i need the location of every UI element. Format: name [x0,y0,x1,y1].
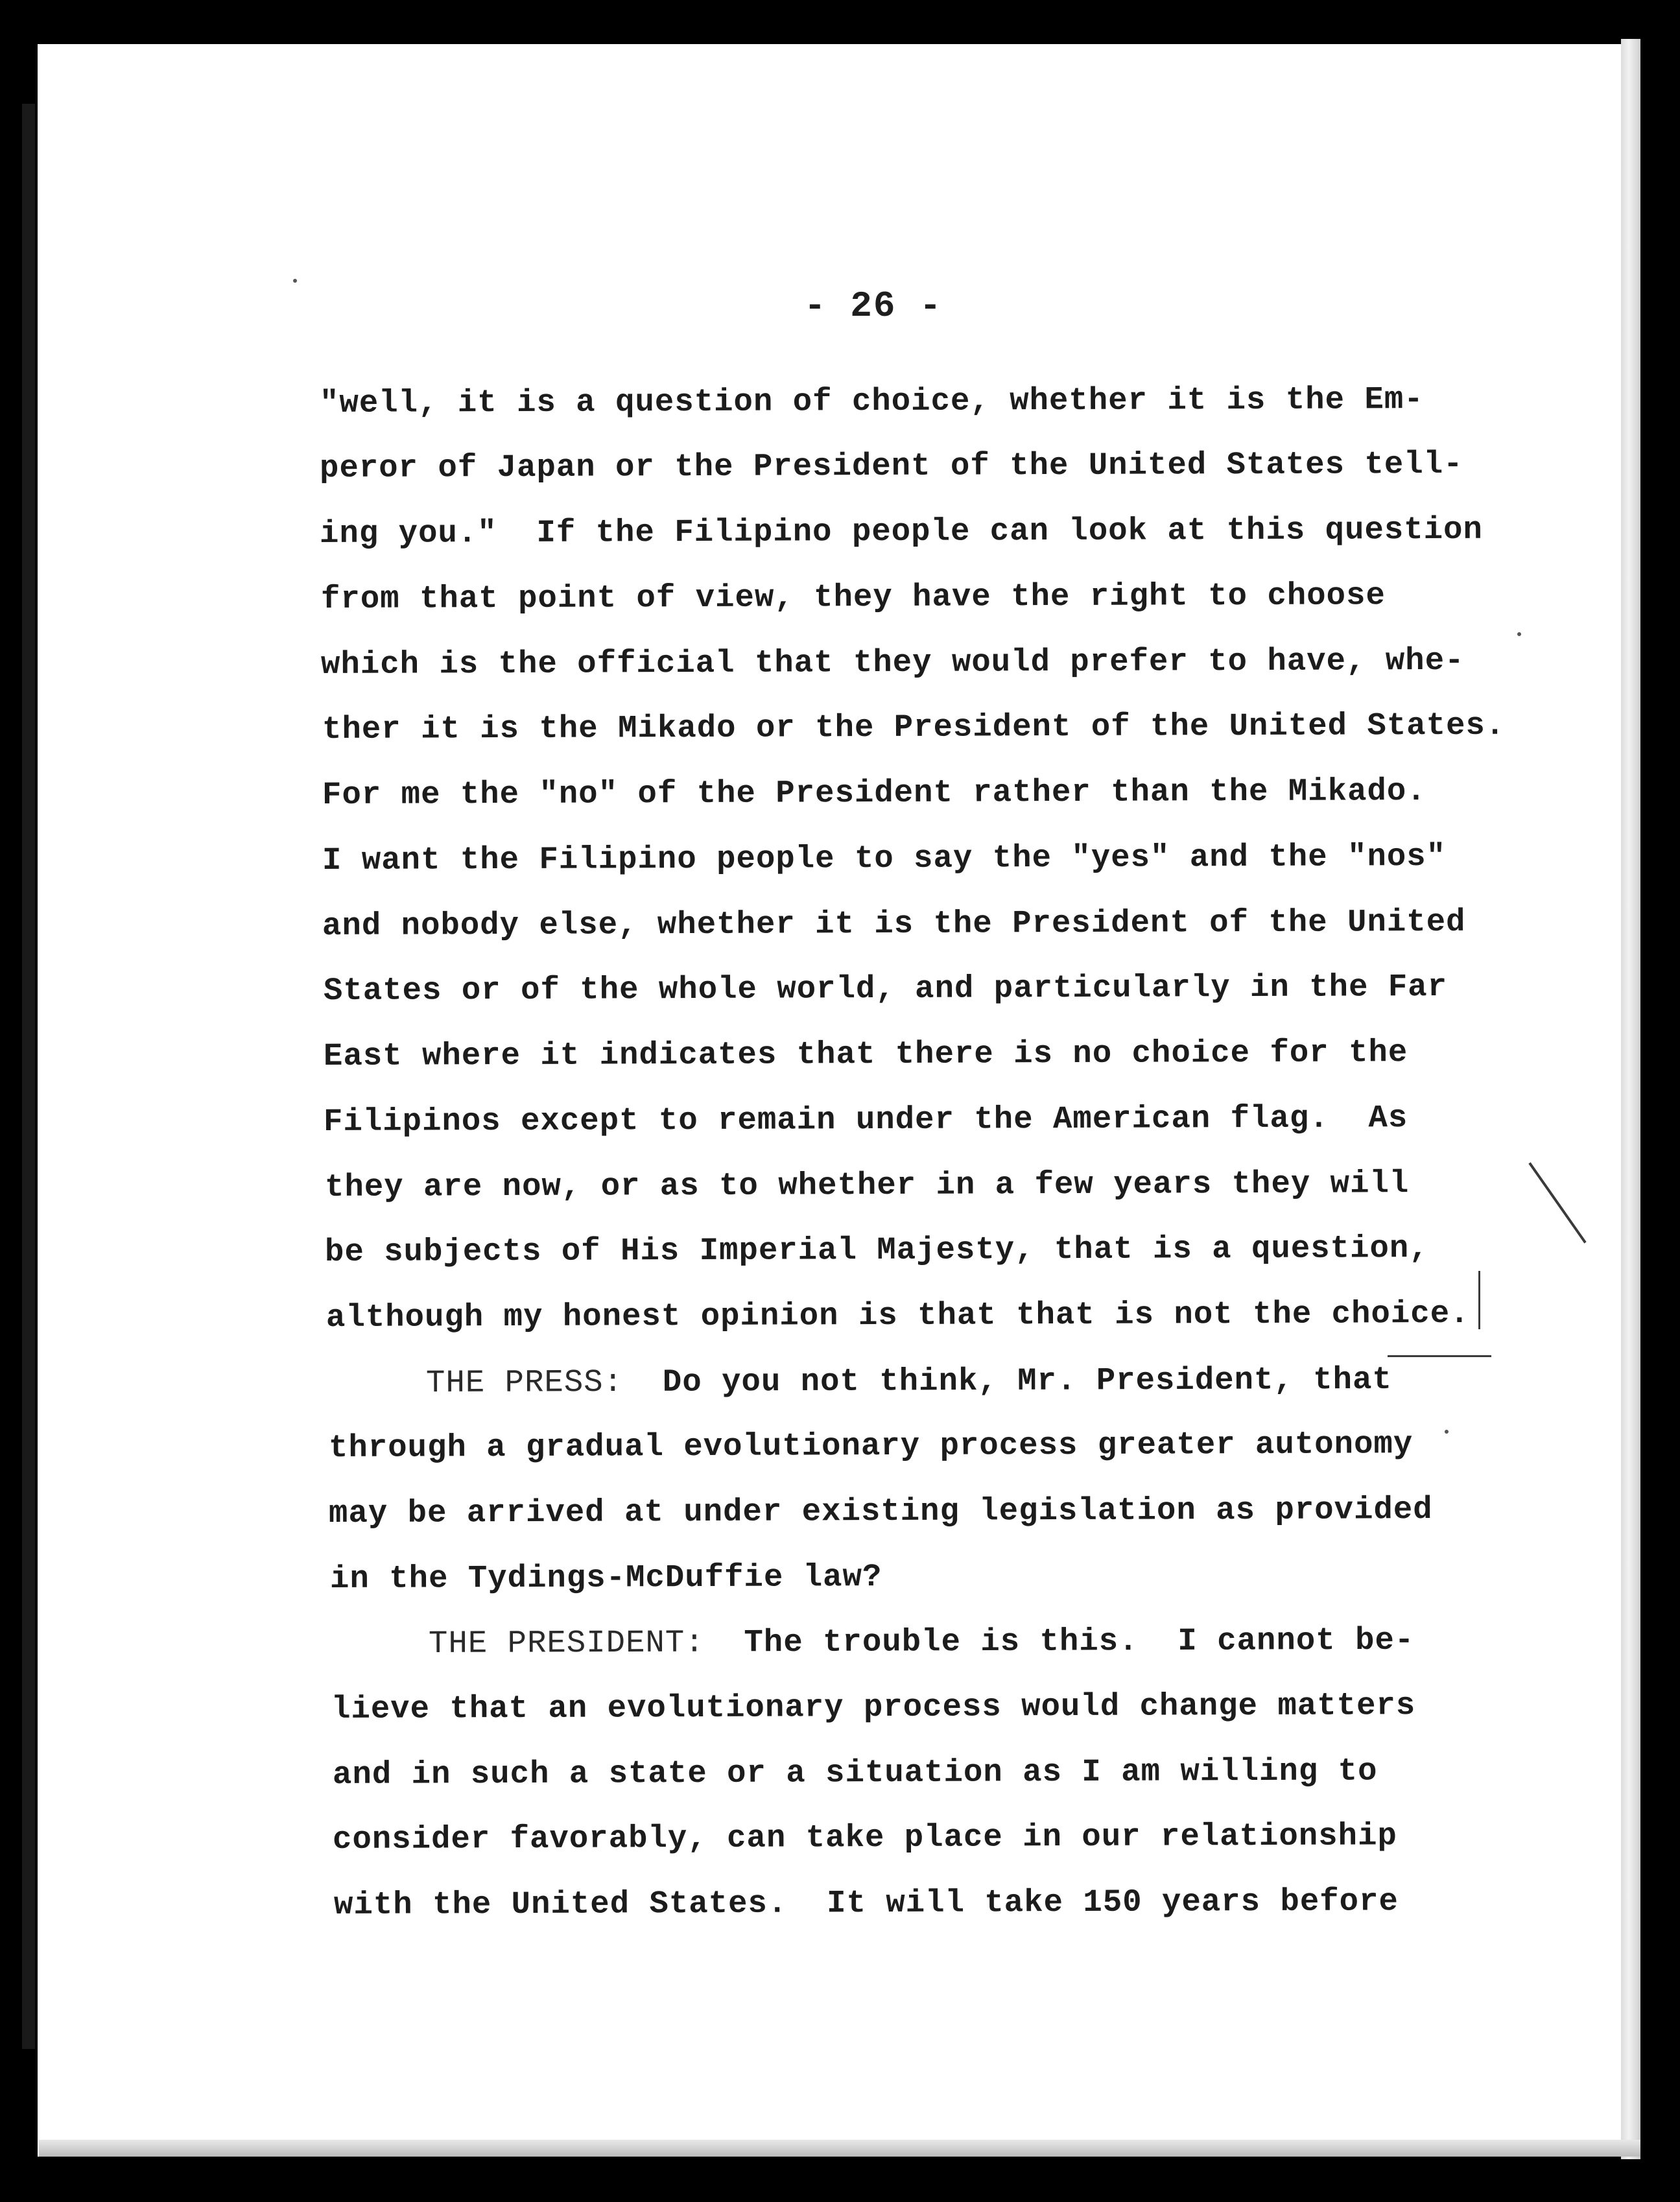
body-line: in the Tydings-McDuffie law? [329,1559,882,1597]
body-line: and in such a state or a situation as I am willing to [332,1753,1378,1793]
body-line: lieve that an evolutionary process would change matters [331,1687,1416,1727]
body-line: East where it indicates that there is no choice for the [323,1034,1408,1074]
body-line: States or of the whole world, and particularly in the Far [323,968,1448,1009]
paper-edge-right [1621,39,1640,2159]
body-line: I want the Filipino people to say the "yes" and the "nos" [322,838,1447,879]
body-line: from that point of view, they have the right to choose [320,577,1386,617]
body-line: which is the official that they would prefer to have, whe- [320,642,1465,683]
speaker-label-president: THE PRESIDENT: [428,1624,705,1662]
speck [293,279,297,283]
body-line: may be arrived at under existing legislation as provided [328,1491,1433,1532]
body-line: be subjects of His Imperial Majesty, that is a question, [324,1230,1429,1270]
body-line: Filipinos except to remain under the American flag. As [323,1100,1408,1140]
speaker-label-press: THE PRESS: [425,1364,624,1401]
president-answer-line [429,1622,1414,1662]
body-line: ther it is the Mikado or the President of the United States. [322,707,1506,748]
press-question-line [426,1362,1392,1401]
body-line: through a gradual evolutionary process greater autonomy [328,1426,1414,1466]
body-line: ing you." If the Filipino people can look at this question [319,511,1483,552]
body-line: although my honest opinion is that that is not the choice. [325,1295,1470,1336]
body-line: with the United States. It will take 150 years before [333,1883,1399,1923]
speck [1517,632,1521,636]
speck [1445,1430,1449,1434]
press-question-text: Do you not think, Mr. President, that [622,1361,1392,1401]
body-line: and nobody else, whether it is the President of the United [322,903,1466,944]
margin-mark [1388,1355,1491,1357]
body-line: peror of Japan or the President of the United States tell- [319,445,1463,486]
body-line: consider favorably, can take place in our relationship [332,1817,1397,1858]
binding-shadow [22,104,35,2049]
president-answer-text: The trouble is this. I cannot be- [704,1622,1415,1661]
paper-edge-bottom [39,2140,1640,2157]
margin-mark [1478,1271,1480,1329]
body-line: For me the "no" of the President rather than the Mikado. [322,773,1426,813]
body-line: "well, it is a question of choice, whether it is the Em- [319,381,1424,421]
body-line: they are now, or as to whether in a few years they will [324,1165,1410,1205]
page-number: - 26 - [804,285,943,327]
